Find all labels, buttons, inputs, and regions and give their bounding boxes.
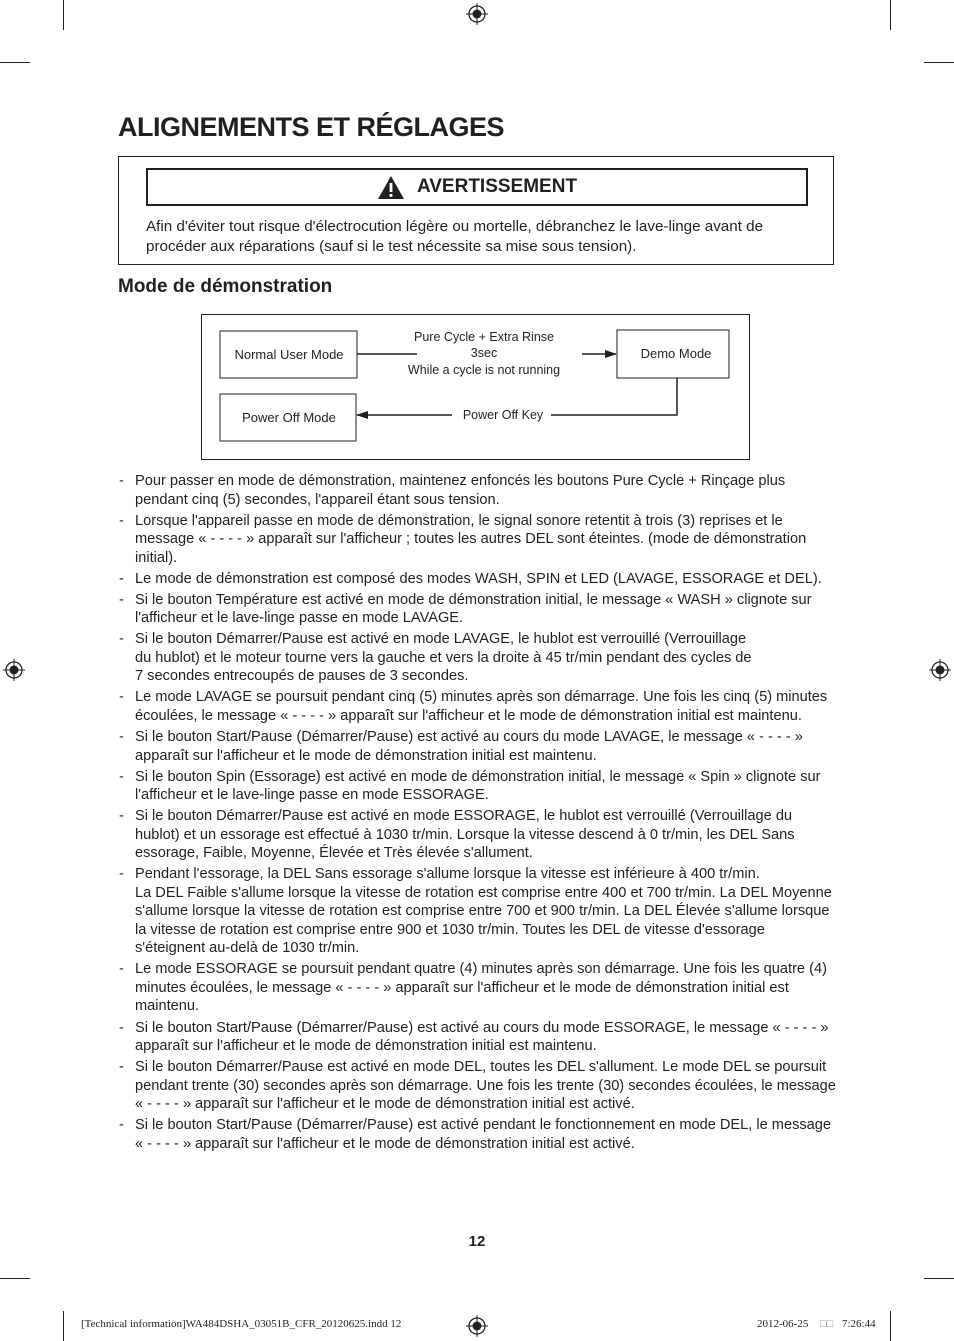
list-item-text: Le mode de démonstration est composé des modes WASH, SPIN et LED (LAVAGE, ESSORAGE et DEL). — [135, 570, 822, 587]
list-item — [118, 1019, 838, 1056]
list-item-text: Si le bouton Spin (Essorage) est activé en mode de démonstration initial, le message « Spin » clignote sur l'afficheur et le lave-linge passe en mode ESSORAGE. — [135, 768, 821, 804]
connector-line — [551, 378, 677, 415]
list-item-text: Le mode LAVAGE se poursuit pendant cinq (5) minutes après son démarrage. Une fois les cinq (5) minutes écoulées, le message « - - - - » apparaît sur l'afficheur et le mode de démonstration initial est maintenu. — [135, 689, 828, 724]
transition-label-line2: 3sec — [470, 346, 498, 360]
list-item — [118, 1058, 838, 1114]
list-item-text: Pendant l'essorage, la DEL Sans essorage s'allume lorsque la vitesse est inférieure à 400 tr/min. La DEL Faible s'allume lorsque la vitesse de rotation est comprise entre 400 et 700 tr/min. La DEL Moyenne s'allume lorsque la vitesse de rotation est comprise entre 700 et 900 tr/min. La DEL Élevée s'allume lorsque la vitesse de rotation est comprise entre 900 et 1030 tr/min. Toutes les DEL de vitesse d'essorage s'éteignent au-delà de 1030 tr/min. — [135, 866, 832, 957]
crop-mark — [890, 0, 891, 30]
crop-mark — [890, 1311, 891, 1341]
list-item-text: Pour passer en mode de démonstration, maintenez enfoncés les boutons Pure Cycle + Rinçage plus pendant cinq (5) secondes, l'appareil étant sous tension. — [135, 473, 786, 508]
demo-mode-label: Demo Mode — [640, 346, 712, 361]
warning-triangle-icon — [377, 175, 405, 200]
footer-boxes: □□ — [820, 1318, 834, 1330]
registration-mark-icon — [929, 659, 951, 681]
list-item-text: Si le bouton Démarrer/Pause est activé en mode DEL, toutes les DEL s'allument. Le mode DEL se poursuit pendant trente (30) secondes après son démarrage. Une fois les trente (30) secondes écoulées, le message « - - - - » apparaît sur l'afficheur et le mode de démonstration initial est activé. — [135, 1059, 836, 1113]
list-item — [118, 768, 838, 805]
warning-text: Afin d'éviter tout risque d'électrocution légère ou mortelle, débranchez le lave-linge avant de procéder aux réparations (sauf si le test nécessite sa mise sous tension). — [146, 218, 764, 255]
footer-file-name: [Technical information]WA484DSHA_03051B_CFR_20120625.indd 12 — [81, 1318, 402, 1330]
demo-mode-diagram — [201, 314, 750, 460]
crop-mark — [63, 0, 64, 30]
page-number: 12 — [468, 1233, 486, 1250]
crop-mark — [924, 62, 954, 63]
crop-mark — [924, 1278, 954, 1279]
registration-mark-icon — [3, 659, 25, 681]
list-item-text: Si le bouton Start/Pause (Démarrer/Pause) est activé au cours du mode ESSORAGE, le message « - - - - » apparaît sur l'afficheur et le mode de démonstration initial est maintenu. — [135, 1019, 829, 1055]
list-item-text: Si le bouton Température est activé en mode de démonstration initial, le message « WASH » clignote sur l'afficheur et le lave-linge passe en mode LAVAGE. — [135, 591, 812, 627]
warning-heading: AVERTISSEMENT — [416, 176, 578, 197]
list-item — [118, 865, 838, 958]
list-item — [118, 472, 838, 509]
page-title: ALIGNEMENTS ET RÉGLAGES — [118, 112, 505, 142]
list-item — [118, 960, 838, 1016]
warning-header — [146, 168, 808, 206]
list-item-text: Si le bouton Démarrer/Pause est activé en mode LAVAGE, le hublot est verrouillé (Verrouillage du hublot) et le moteur tourne vers la gauche et vers la droite à 45 tr/min pendant des cycles de 7 secondes entrecoupés de pauses de 3 secondes. — [135, 631, 752, 685]
registration-mark-icon — [466, 3, 488, 25]
footer-date: 2012-06-25 — [757, 1318, 809, 1330]
transition-label-line3: While a cycle is not running — [407, 363, 561, 377]
list-item — [118, 688, 838, 725]
list-item — [118, 591, 838, 628]
list-item — [118, 570, 838, 589]
crop-mark — [0, 62, 30, 63]
list-item-text: Si le bouton Start/Pause (Démarrer/Pause) est activé pendant le fonctionnement en mode DEL, le message « - - - - » apparaît sur l'afficheur et le mode de démonstration initial est activé. — [135, 1117, 832, 1152]
list-item-text: Le mode ESSORAGE se poursuit pendant quatre (4) minutes après son démarrage. Une fois les quatre (4) minutes écoulées, le message « - - - - » apparaît sur l'afficheur et le mode de démonstration initial est maintenu. — [135, 961, 827, 1015]
demo-mode-instructions — [118, 472, 838, 1156]
warning-box — [118, 156, 834, 265]
transition-label-line1: Pure Cycle + Extra Rinse — [414, 330, 554, 344]
list-item — [118, 728, 838, 765]
list-item-text: Si le bouton Démarrer/Pause est activé en mode ESSORAGE, le hublot est verrouillé (Verrouillage du hublot) et un essorage est effectué à 1030 tr/min. Lorsque la vitesse descend à 0 tr/min, les DEL Sans essorage, Faible, Moyenne, Élevée et Très élevée s'allument. — [135, 808, 795, 862]
list-item — [118, 630, 838, 686]
list-item-text: Lorsque l'appareil passe en mode de démonstration, le signal sonore retentit à trois (3) reprises et le message « - - - - » apparaît sur l'afficheur ; toutes les autres DEL sont éteintes. (mode de démonstration initial). — [135, 512, 807, 566]
section-title: Mode de démonstration — [118, 276, 333, 297]
registration-mark-icon — [466, 1315, 488, 1337]
list-item-text: Si le bouton Start/Pause (Démarrer/Pause) est activé au cours du mode LAVAGE, le message « - - - - » apparaît sur l'afficheur et le mode de démonstration initial est maintenu. — [135, 729, 803, 764]
footer-time: 7:26:44 — [842, 1318, 876, 1330]
power-off-mode-label: Power Off Mode — [242, 410, 336, 425]
power-off-key-label: Power Off Key — [462, 408, 544, 422]
normal-user-mode-label: Normal User Mode — [234, 347, 344, 362]
crop-mark — [63, 1311, 64, 1341]
crop-mark — [0, 1278, 30, 1279]
list-item — [118, 1116, 838, 1153]
list-item — [118, 512, 838, 568]
list-item — [118, 807, 838, 863]
